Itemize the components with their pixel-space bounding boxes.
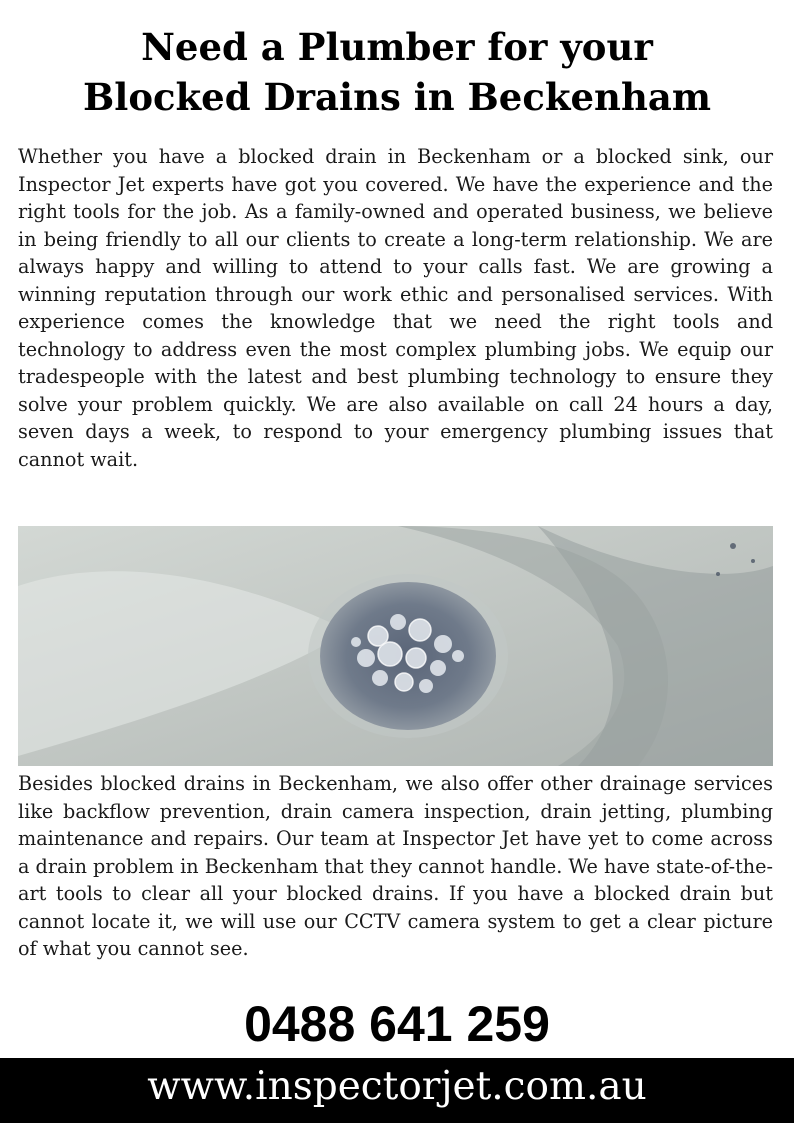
title-line-1: Need a Plumber for your (141, 25, 653, 69)
title-line-2: Blocked Drains in Beckenham (83, 75, 711, 119)
page-title (0, 22, 794, 122)
footer-bar (0, 1058, 794, 1123)
phone-number[interactable]: 0488 641 259 (244, 996, 550, 1052)
services-paragraph: Besides blocked drains in Beckenham, we also offer other drainage services like backflow prevention, drain camera inspection, drain jetting, plumbing maintenance and repairs. Our team at Inspector Jet have yet to come across a drain problem in Beckenham that they cannot handle. We have state-of-the-art tools to clear all your blocked drains. If you have a blocked drain but cannot locate it, we will use our CCTV camera system to get a clear picture of what you cannot see. (18, 772, 774, 960)
website-link[interactable]: www.inspectorjet.com.au (147, 1064, 647, 1109)
blocked-sink-photo (18, 526, 773, 766)
intro-paragraph: Whether you have a blocked drain in Beckenham or a blocked sink, our Inspector Jet experts have got you covered. We have the experience and the right tools for the job. As a family-owned and operated business, we believe in being friendly to all our clients to create a long-term relationship. We are always happy and willing to attend to your calls fast. We are growing a winning reputation through our work ethic and personalised services. With experience comes the knowledge that we need the right tools and technology to address even the most complex plumbing jobs. We equip our tradespeople with the latest and best plumbing technology to ensure they solve your problem quickly. We are also available on call 24 hours a day, seven days a week, to respond to your emergency plumbing issues that cannot wait. (18, 145, 773, 471)
